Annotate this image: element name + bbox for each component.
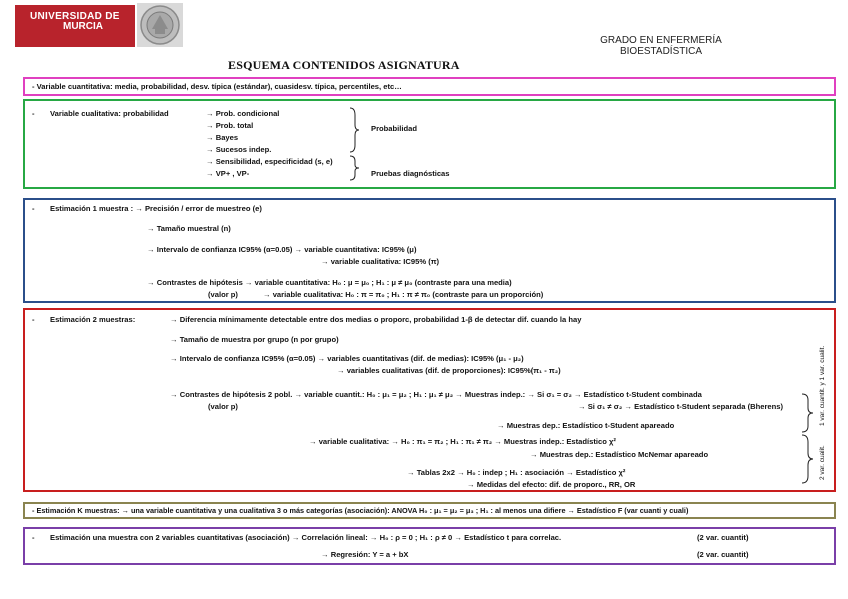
qualitative-item: → Prob. total [206,121,254,130]
one-sample-line2: → Tamaño muestral (n) [147,224,231,233]
regression-line: → Regresión: Y = a + bX [321,550,409,559]
two-samples-line7: → Muestras dep.: Estadístico t-Student apareado [497,421,675,430]
two-samples-line3: → Intervalo de confianza IC95% (α=0.05) → variables cuantitativas (dif. de medias): IC95% (μ₁ - μ₂) [170,354,524,363]
two-samples-line8: → variable cualitativa: → H₀ : π₁ = π₂ ; H₁ : π₁ ≠ π₂ → Muestras indep.: Estadístico χ² [309,437,616,446]
one-sample-line3: → Intervalo de confianza IC95% (α=0.05) → variable cuantitativa: IC95% (μ) [147,245,417,254]
side-label-two-qual: 2 var. cualit. [819,445,826,480]
brace-quant-qual [800,393,814,433]
qualitative-item: → Sucesos indep. [206,145,272,154]
quantitative-variable-line: - Variable cuantitativa: media, probabilidad, desv. típica (estándar), cuasidesv. típica, percentiles, etc… [32,82,402,91]
two-samples-line6: → Si σ₁ ≠ σ₂ → Estadístico t-Student separada (Bherens) [578,402,784,411]
box-one-sample [23,198,836,303]
qualitative-dash: - [32,109,35,118]
one-sample-line5: → Contrastes de hipótesis → variable cuantitativa: H₀ : μ = μ₀ ; H₁ : μ ≠ μ₀ (contraste para una media) [147,278,512,287]
side-label-quant-qual: 1 var. cuantit. y 1 var. cualit. [819,345,826,426]
one-sample-line1: Estimación 1 muestra : → Precisión / error de muestreo (e) [50,204,262,213]
two-samples-line11: → Medidas del efecto: dif. de proporc., RR, OR [467,480,636,489]
brace-two-qual [800,434,814,484]
qualitative-item: → Sensibilidad, especificidad (s, e) [206,157,333,166]
brace-diagnostic-tests [348,155,360,181]
one-sample-dash: - [32,204,35,213]
logo-text-line1: UNIVERSIDAD DE [30,11,120,22]
two-samples-line9: → Muestras dep.: Estadístico McNemar apareado [530,450,709,459]
two-samples-line4: → variables cualitativas (dif. de proporciones): IC95%(π₁ - π₂) [337,366,561,375]
qualitative-label: Variable cualitativa: probabilidad [50,109,169,118]
two-samples-line5: → Contrastes de hipótesis 2 pobl. → variable cuantit.: H₀ : μ₁ = μ₂ ; H₁ : μ₁ ≠ μ₂ → Muestras indep.: → Si σ₁ = σ₂ → Estadístico t-Student combinada [170,390,702,399]
qualitative-item: → Prob. condicional [206,109,280,118]
one-sample-line4: → variable cualitativa: IC95% (π) [321,257,440,266]
regression-line-note: (2 var. cuantit) [697,550,749,559]
university-seal-icon [137,3,183,47]
correlation-line1: Estimación una muestra con 2 variables cuantitativas (asociación) → Correlación lineal: → H₀ : ρ = 0 ; H₁ : ρ ≠ 0 → Estadístico t para correlac. [50,533,562,542]
k-samples-line: - Estimación K muestras: → una variable cuantitativa y una cualitativa 3 o más categorías (asociación): ANOVA H₀ : μ₁ = μ₂ = μ₃ ; H₁ : al menos una difiere → Estadístico F (var cuanti y cuali) [32,506,689,515]
group-diagnostic-tests: Pruebas diagnósticas [371,169,450,178]
two-samples-line2: → Tamaño de muestra por grupo (n por grupo) [170,335,339,344]
two-samples-label: Estimación 2 muestras: [50,315,136,324]
course-line2: BIOESTADÍSTICA [619,46,703,57]
correlation-line1-note: (2 var. cuantit) [697,533,749,542]
university-logo [15,5,135,47]
group-probability: Probabilidad [371,124,417,133]
two-samples-line10: → Tablas 2x2 → H₀ : indep ; H₁ : asociación → Estadístico χ² [407,468,626,477]
two-samples-pvalue: (valor p) [208,402,238,411]
correlation-dash: - [32,533,35,542]
course-line1: GRADO EN ENFERMERÍA [600,35,722,46]
qualitative-item: → VP+ , VP- [206,169,250,178]
brace-probability [348,107,360,153]
page-title: ESQUEMA CONTENIDOS ASIGNATURA [228,58,460,72]
two-samples-dash: - [32,315,35,324]
one-sample-line6: → variable cualitativa: H₀ : π = π₀ ; H₁ : π ≠ π₀ (contraste para un proporción) [263,290,544,299]
logo-text-line2: MURCIA [63,21,103,32]
two-samples-line1: → Diferencia mínimamente detectable entre dos medias o proporc, probabilidad 1-β de detectar dif. cuando la hay [170,315,582,324]
one-sample-pvalue: (valor p) [208,290,238,299]
box-two-samples [23,308,836,492]
qualitative-item: → Bayes [206,133,239,142]
